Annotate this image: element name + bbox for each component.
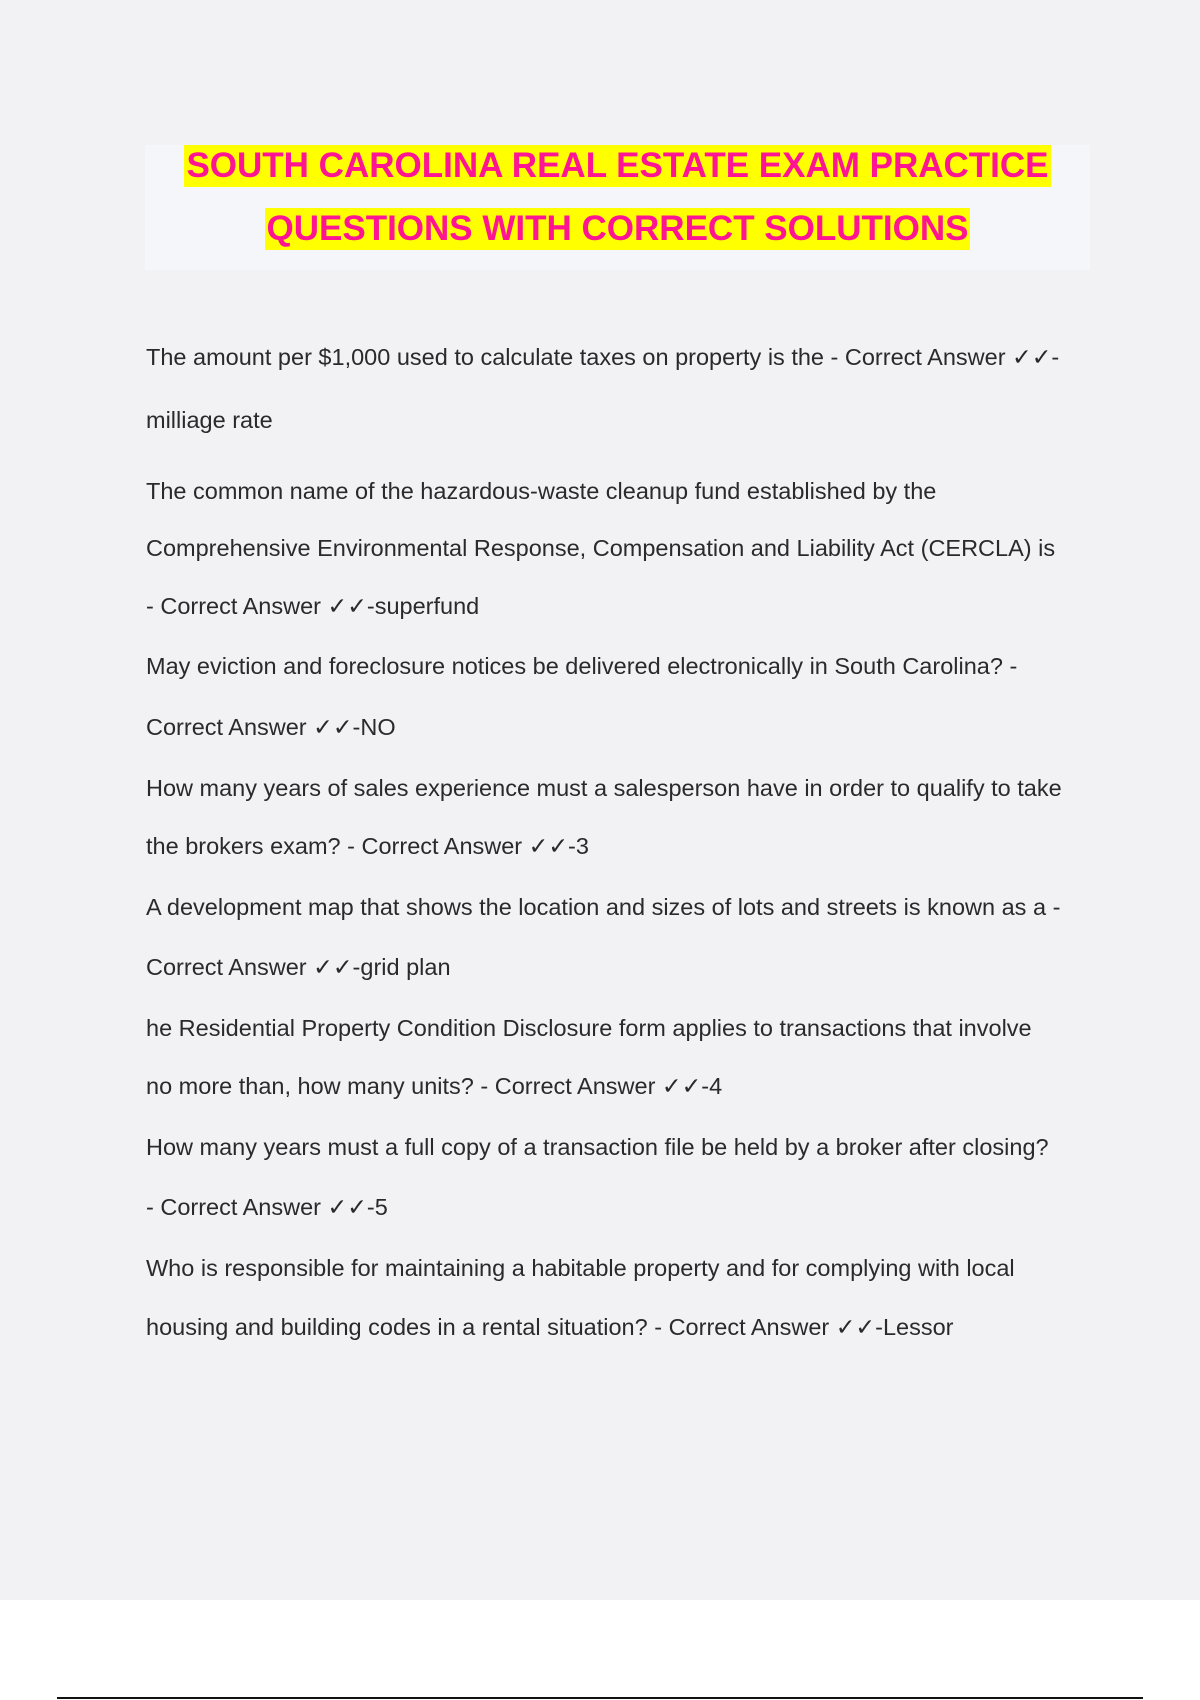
title-line-1: SOUTH CAROLINA REAL ESTATE EXAM PRACTICE [186,146,1049,185]
question-8-line-2: housing and building codes in a rental situation? - Correct Answer ✓✓-Lessor [146,1314,954,1340]
question-6-line-2: no more than, how many units? - Correct Answer ✓✓-4 [146,1073,723,1099]
footer-rule [57,1697,1143,1699]
question-2-line-2: Comprehensive Environmental Response, Compensation and Liability Act (CERCLA) is [146,535,1056,561]
question-2-line-3: - Correct Answer ✓✓-superfund [146,593,480,619]
question-3-line-1: May eviction and foreclosure notices be delivered electronically in South Carolina? - [146,653,1018,679]
question-2-line-1: The common name of the hazardous-waste cleanup fund established by the [146,478,937,504]
question-8-line-1: Who is responsible for maintaining a habitable property and for complying with local [146,1255,1015,1281]
title-line-2: QUESTIONS WITH CORRECT SOLUTIONS [266,209,969,248]
question-5-line-2: Correct Answer ✓✓-grid plan [146,954,451,980]
question-5-line-1: A development map that shows the location and sizes of lots and streets is known as a - [146,894,1061,920]
question-3-line-2: Correct Answer ✓✓-NO [146,714,396,740]
question-1-line-2: milliage rate [146,407,273,433]
question-7-line-2: - Correct Answer ✓✓-5 [146,1194,388,1220]
question-4-line-2: the brokers exam? - Correct Answer ✓✓-3 [146,833,589,859]
question-6-line-1: he Residential Property Condition Disclosure form applies to transactions that involve [146,1015,1032,1041]
question-4-line-1: How many years of sales experience must a salesperson have in order to qualify to take [146,775,1062,801]
question-1-line-1: The amount per $1,000 used to calculate taxes on property is the - Correct Answer ✓✓- [146,344,1060,370]
question-7-line-1: How many years must a full copy of a transaction file be held by a broker after closing? [146,1134,1049,1160]
title-block [145,145,1090,270]
